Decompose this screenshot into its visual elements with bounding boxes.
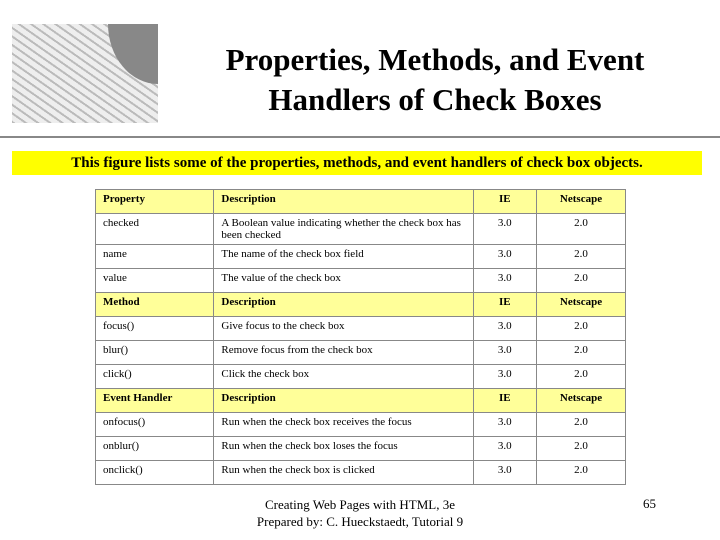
table-cell: Description <box>214 190 473 214</box>
table-cell: Property <box>96 190 214 214</box>
table-cell: 3.0 <box>473 214 536 245</box>
table-cell: Description <box>214 389 473 413</box>
table-row <box>96 461 626 485</box>
table-cell: blur() <box>96 341 214 365</box>
table-cell: onfocus() <box>96 413 214 437</box>
table-cell: 2.0 <box>537 341 626 365</box>
table-cell: Netscape <box>537 293 626 317</box>
checkbox-table <box>95 189 626 485</box>
table-cell: Give focus to the check box <box>214 317 473 341</box>
footer-line1: Creating Web Pages with HTML, 3e <box>264 497 456 512</box>
table-cell: 2.0 <box>537 214 626 245</box>
footer-line2: Prepared by: C. Hueckstaedt, Tutorial 9 <box>256 514 464 529</box>
table-cell: Run when the check box receives the focus <box>214 413 473 437</box>
table-cell: IE <box>473 190 536 214</box>
table-row <box>96 317 626 341</box>
table-cell: 3.0 <box>473 341 536 365</box>
table-cell: value <box>96 269 214 293</box>
table-cell: 3.0 <box>473 245 536 269</box>
table-cell: Remove focus from the check box <box>214 341 473 365</box>
table-cell: 2.0 <box>537 317 626 341</box>
table-cell: IE <box>473 293 536 317</box>
table-cell: 3.0 <box>473 269 536 293</box>
table-cell: 2.0 <box>537 269 626 293</box>
table-cell: focus() <box>96 317 214 341</box>
table-cell: 3.0 <box>473 461 536 485</box>
table-cell: 3.0 <box>473 365 536 389</box>
table-cell: click() <box>96 365 214 389</box>
table-cell: A Boolean value indicating whether the check box has been checked <box>214 214 473 245</box>
table-row <box>96 437 626 461</box>
header-photo <box>12 24 158 123</box>
table-cell: 2.0 <box>537 461 626 485</box>
table-cell: Description <box>214 293 473 317</box>
table-header-row <box>96 389 626 413</box>
table-cell: The value of the check box <box>214 269 473 293</box>
table-cell: The name of the check box field <box>214 245 473 269</box>
table-row <box>96 413 626 437</box>
table-cell: 2.0 <box>537 413 626 437</box>
table-row <box>96 245 626 269</box>
table-cell: 2.0 <box>537 437 626 461</box>
divider <box>0 136 720 138</box>
table-cell: 2.0 <box>537 245 626 269</box>
page-number: 65 <box>643 496 656 511</box>
table-cell: Netscape <box>537 190 626 214</box>
table-cell: Event Handler <box>96 389 214 413</box>
table-cell: Run when the check box loses the focus <box>214 437 473 461</box>
table-cell: 3.0 <box>473 317 536 341</box>
table-cell: Netscape <box>537 389 626 413</box>
table-cell: 3.0 <box>473 437 536 461</box>
table-cell: IE <box>473 389 536 413</box>
footer <box>230 496 490 530</box>
table-header-row <box>96 190 626 214</box>
table-cell: checked <box>96 214 214 245</box>
table-header-row <box>96 293 626 317</box>
table-cell: Run when the check box is clicked <box>214 461 473 485</box>
slide-title: Properties, Methods, and Event Handlers of Check Boxes <box>225 42 645 117</box>
caption-banner: This figure lists some of the properties, methods, and event handlers of check box objects. <box>12 151 702 175</box>
table-row <box>96 269 626 293</box>
table-row <box>96 214 626 245</box>
table-cell: Method <box>96 293 214 317</box>
table-cell: 3.0 <box>473 413 536 437</box>
table-cell: onclick() <box>96 461 214 485</box>
table-row <box>96 341 626 365</box>
table-row <box>96 365 626 389</box>
table-cell: Click the check box <box>214 365 473 389</box>
table-cell: name <box>96 245 214 269</box>
table-cell: onblur() <box>96 437 214 461</box>
table-cell: 2.0 <box>537 365 626 389</box>
